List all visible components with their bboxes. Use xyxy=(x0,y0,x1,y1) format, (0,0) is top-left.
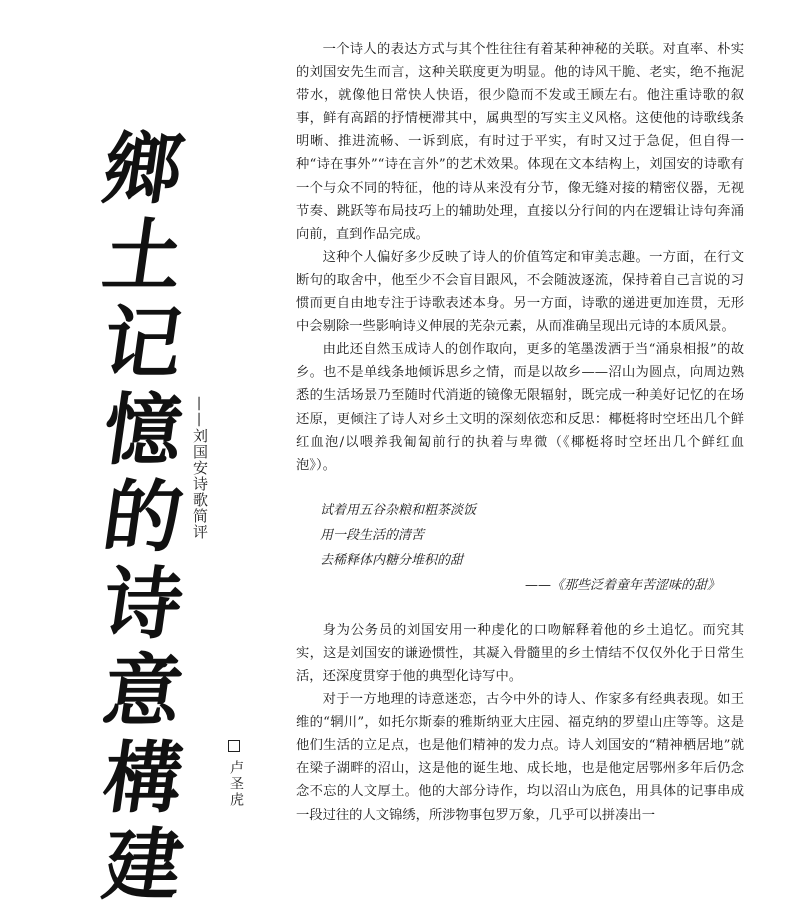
quoted-verse xyxy=(320,498,744,598)
title-char: 構 xyxy=(97,733,189,824)
vertical-title xyxy=(98,126,188,909)
paragraph: 由此还自然玉成诗人的创作取向，更多的笔墨泼洒于当“涌泉相报”的故乡。也不是单线条地倾诉思乡之情，而是以故乡——沼山为圆点，向周边熟悉的生活场景乃至随时代消逝的镜像无限辐射，既完成一种美好记忆的在场还原，更倾注了诗人对乡土文明的深刻依恋和反思：椰梃将时空坯出几个鲜红血泡/以喂养我匍匐前行的执着与卑微（《椰梃将时空坯出几个鲜红血泡》）。 xyxy=(296,342,744,473)
title-char: 鄉 xyxy=(97,124,189,215)
paragraph: 身为公务员的刘国安用一种虔化的口吻解释着他的乡土追忆。而究其实，这是刘国安的谦逊惯性，其凝入骨髓里的乡土情结不仅仅外化于日常生活，还深度贯穿于他的典型化诗写中。 xyxy=(296,622,744,684)
title-char: 土 xyxy=(97,211,189,302)
verse-source: ——《那些泛着童年苦涩味的甜》 xyxy=(524,577,720,593)
paragraph: 一个诗人的表达方式与其个性往往有着某种神秘的关联。对直率、朴实的刘国安先生而言，这种关联度更为明显。他的诗风干脆、老实，绝不拖泥带水，就像他日常快人快语，很少隐而不发或王顾左右。他注重诗歌的叙事，鲜有高蹈的抒情梗滞其中，属典型的写实主义风格。这使他的诗歌线条明晰、推进流畅、一诉到底，有时过于平实，有时又过于急促，但自得一种“诗在事外”“诗在言外”的艺术效果。体现在文本结构上，刘国安的诗歌有一个与众不同的特征，他的诗从来没有分节，像无缝对接的精密仪器，无视节奏、跳跃等布局技巧上的辅助处理，直接以分行间的内在逻辑让诗句奔涌向前，直到作品完成。 xyxy=(296,42,744,242)
title-char: 意 xyxy=(97,646,189,737)
author-marker-box xyxy=(228,740,240,752)
verse-line: 用一段生活的清苦 xyxy=(320,527,425,543)
verse-line: 试着用五谷杂粮和粗茶淡饭 xyxy=(320,502,477,518)
subtitle: ——刘国安诗歌简评 xyxy=(191,396,209,540)
title-char: 的 xyxy=(97,472,189,563)
title-char: 记 xyxy=(97,298,189,389)
author-name: 卢圣虎 xyxy=(228,760,244,808)
paragraph: 这种个人偏好多少反映了诗人的价值笃定和审美志趣。一方面，在行文断句的取舍中，他至少不会盲目跟风，不会随波逐流，保持着自己言说的习惯而更自由地专注于诗歌表述本身。另一方面，诗歌的递进更加连贯，无形中会剔除一些影响诗义伸展的芜杂元素，从而准确呈现出元诗的本质风景。 xyxy=(296,249,744,335)
title-char: 建 xyxy=(97,820,189,911)
paragraph: 对于一方地理的诗意迷恋，古今中外的诗人、作家多有经典表现。如王维的“辋川”，如托尔斯泰的雅斯纳亚大庄园、福克纳的罗望山庄等等。这是他们生活的立足点，也是他们精神的发力点。诗人刘国安的“精神栖居地”就在梁子湖畔的沼山，这是他的诞生地、成长地，也是他定居鄂州多年后仍念念不忘的人文厚土。他的大部分诗作，均以沼山为底色，用具体的记事串成一段过往的人文锦绣，所涉物事包罗万象，几乎可以拼凑出一 xyxy=(296,692,744,823)
title-char: 诗 xyxy=(97,559,189,650)
title-char: 憶 xyxy=(97,385,189,476)
verse-line: 去稀释体内糖分堆积的甜 xyxy=(320,552,464,568)
article-body xyxy=(296,38,744,827)
